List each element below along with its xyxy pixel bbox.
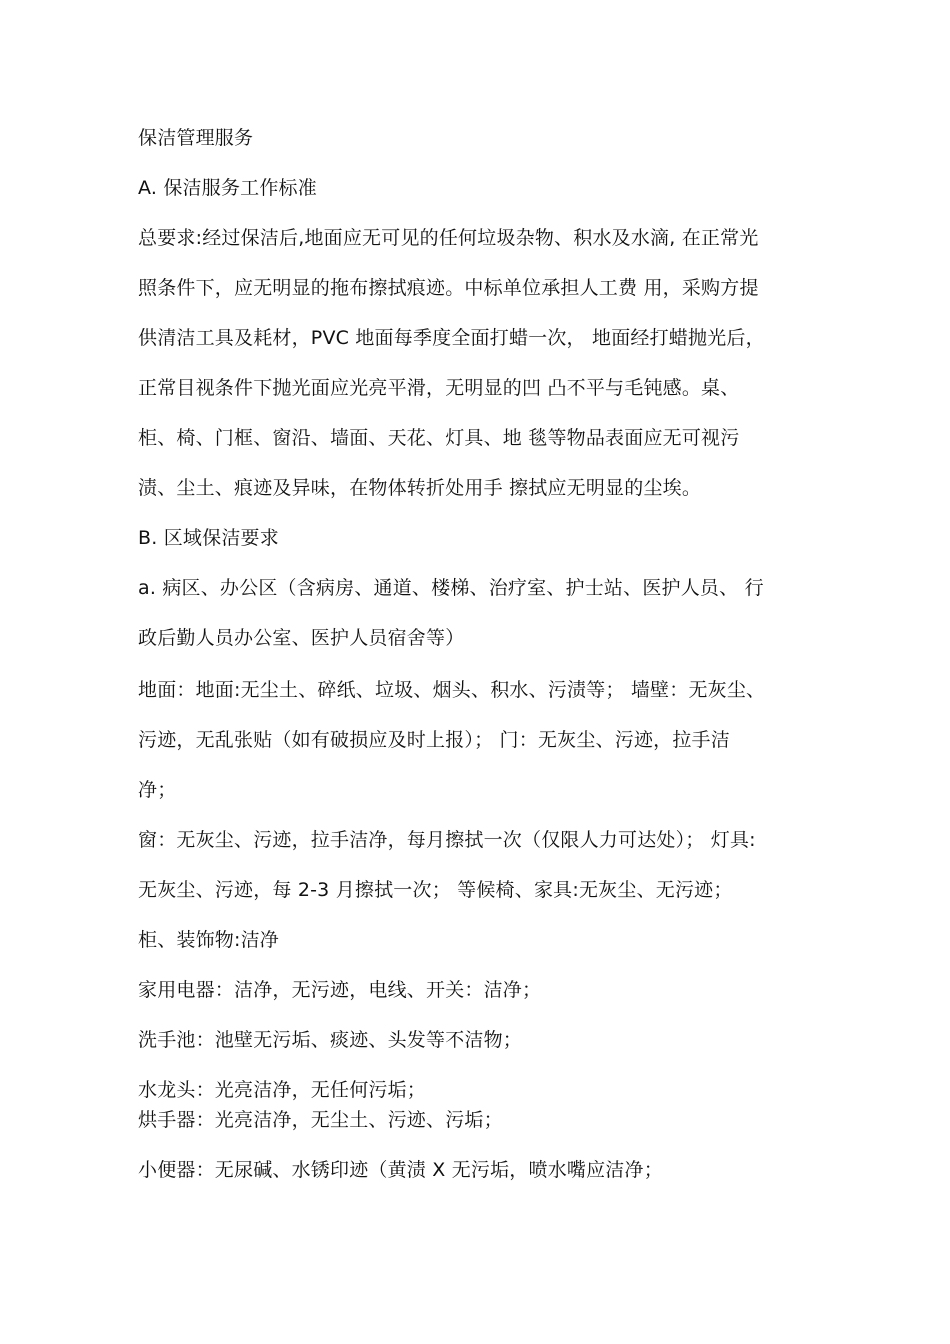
floor-requirement-line: 地面：地面:无尘土、碎纸、垃圾、烟头、积水、污渍等； 墙壁：无灰尘、 bbox=[138, 679, 766, 701]
section-a-heading: A. 保洁服务工作标准 bbox=[138, 177, 317, 199]
paragraph-line: 总要求:经过保洁后,地面应无可见的任何垃圾杂物、积水及水滴, 在正常光 bbox=[138, 227, 759, 249]
sink-requirement-line: 洗手池：池壁无污垢、痰迹、头发等不洁物； bbox=[138, 1029, 523, 1051]
document-title: 保洁管理服务 bbox=[138, 127, 254, 149]
window-requirement-line: 窗：无灰尘、污迹，拉手洁净，每月擦拭一次（仅限人力可达处）； 灯具: bbox=[138, 829, 756, 851]
dryer-requirement-line: 烘手器：光亮洁净，无尘土、污迹、污垢； bbox=[138, 1109, 503, 1131]
urinal-requirement-line: 小便器：无尿碱、水锈印迹（黄渍 X 无污垢，喷水嘴应洁净； bbox=[138, 1159, 663, 1181]
paragraph-line: 正常目视条件下抛光面应光亮平滑，无明显的凹 凸不平与毛钝感。桌、 bbox=[138, 377, 740, 399]
paragraph-line: 渍、尘土、痕迹及异味，在物体转折处用手 擦拭应无明显的尘埃。 bbox=[138, 477, 702, 499]
faucet-requirement-line: 水龙头：光亮洁净，无任何污垢； bbox=[138, 1079, 427, 1101]
item-a-line: a. 病区、办公区（含病房、通道、楼梯、治疗室、护士站、医护人员、 行 bbox=[138, 577, 764, 599]
window-requirement-line: 无灰尘、污迹，每 2-3 月擦拭一次； 等候椅、家具:无灰尘、无污迹； bbox=[138, 879, 733, 901]
paragraph-line: 柜、椅、门框、窗沿、墙面、天花、灯具、地 毯等物品表面应无可视污 bbox=[138, 427, 740, 449]
paragraph-line: 供清洁工具及耗材，PVC 地面每季度全面打蜡一次， 地面经打蜡抛光后， bbox=[138, 327, 765, 349]
cabinet-requirement-line: 柜、装饰物:洁净 bbox=[138, 929, 280, 951]
item-a-line: 政后勤人员办公室、医护人员宿舍等） bbox=[138, 627, 465, 649]
floor-requirement-line: 污迹，无乱张贴（如有破损应及时上报）； 门：无灰尘、污迹，拉手洁 bbox=[138, 729, 730, 751]
paragraph-line: 照条件下，应无明显的拖布擦拭痕迹。中标单位承担人工费 用，采购方提 bbox=[138, 277, 759, 299]
section-b-heading: B. 区域保洁要求 bbox=[138, 527, 279, 549]
floor-requirement-line: 净； bbox=[138, 779, 177, 801]
appliance-requirement-line: 家用电器：洁净，无污迹，电线、开关：洁净； bbox=[138, 979, 542, 1001]
